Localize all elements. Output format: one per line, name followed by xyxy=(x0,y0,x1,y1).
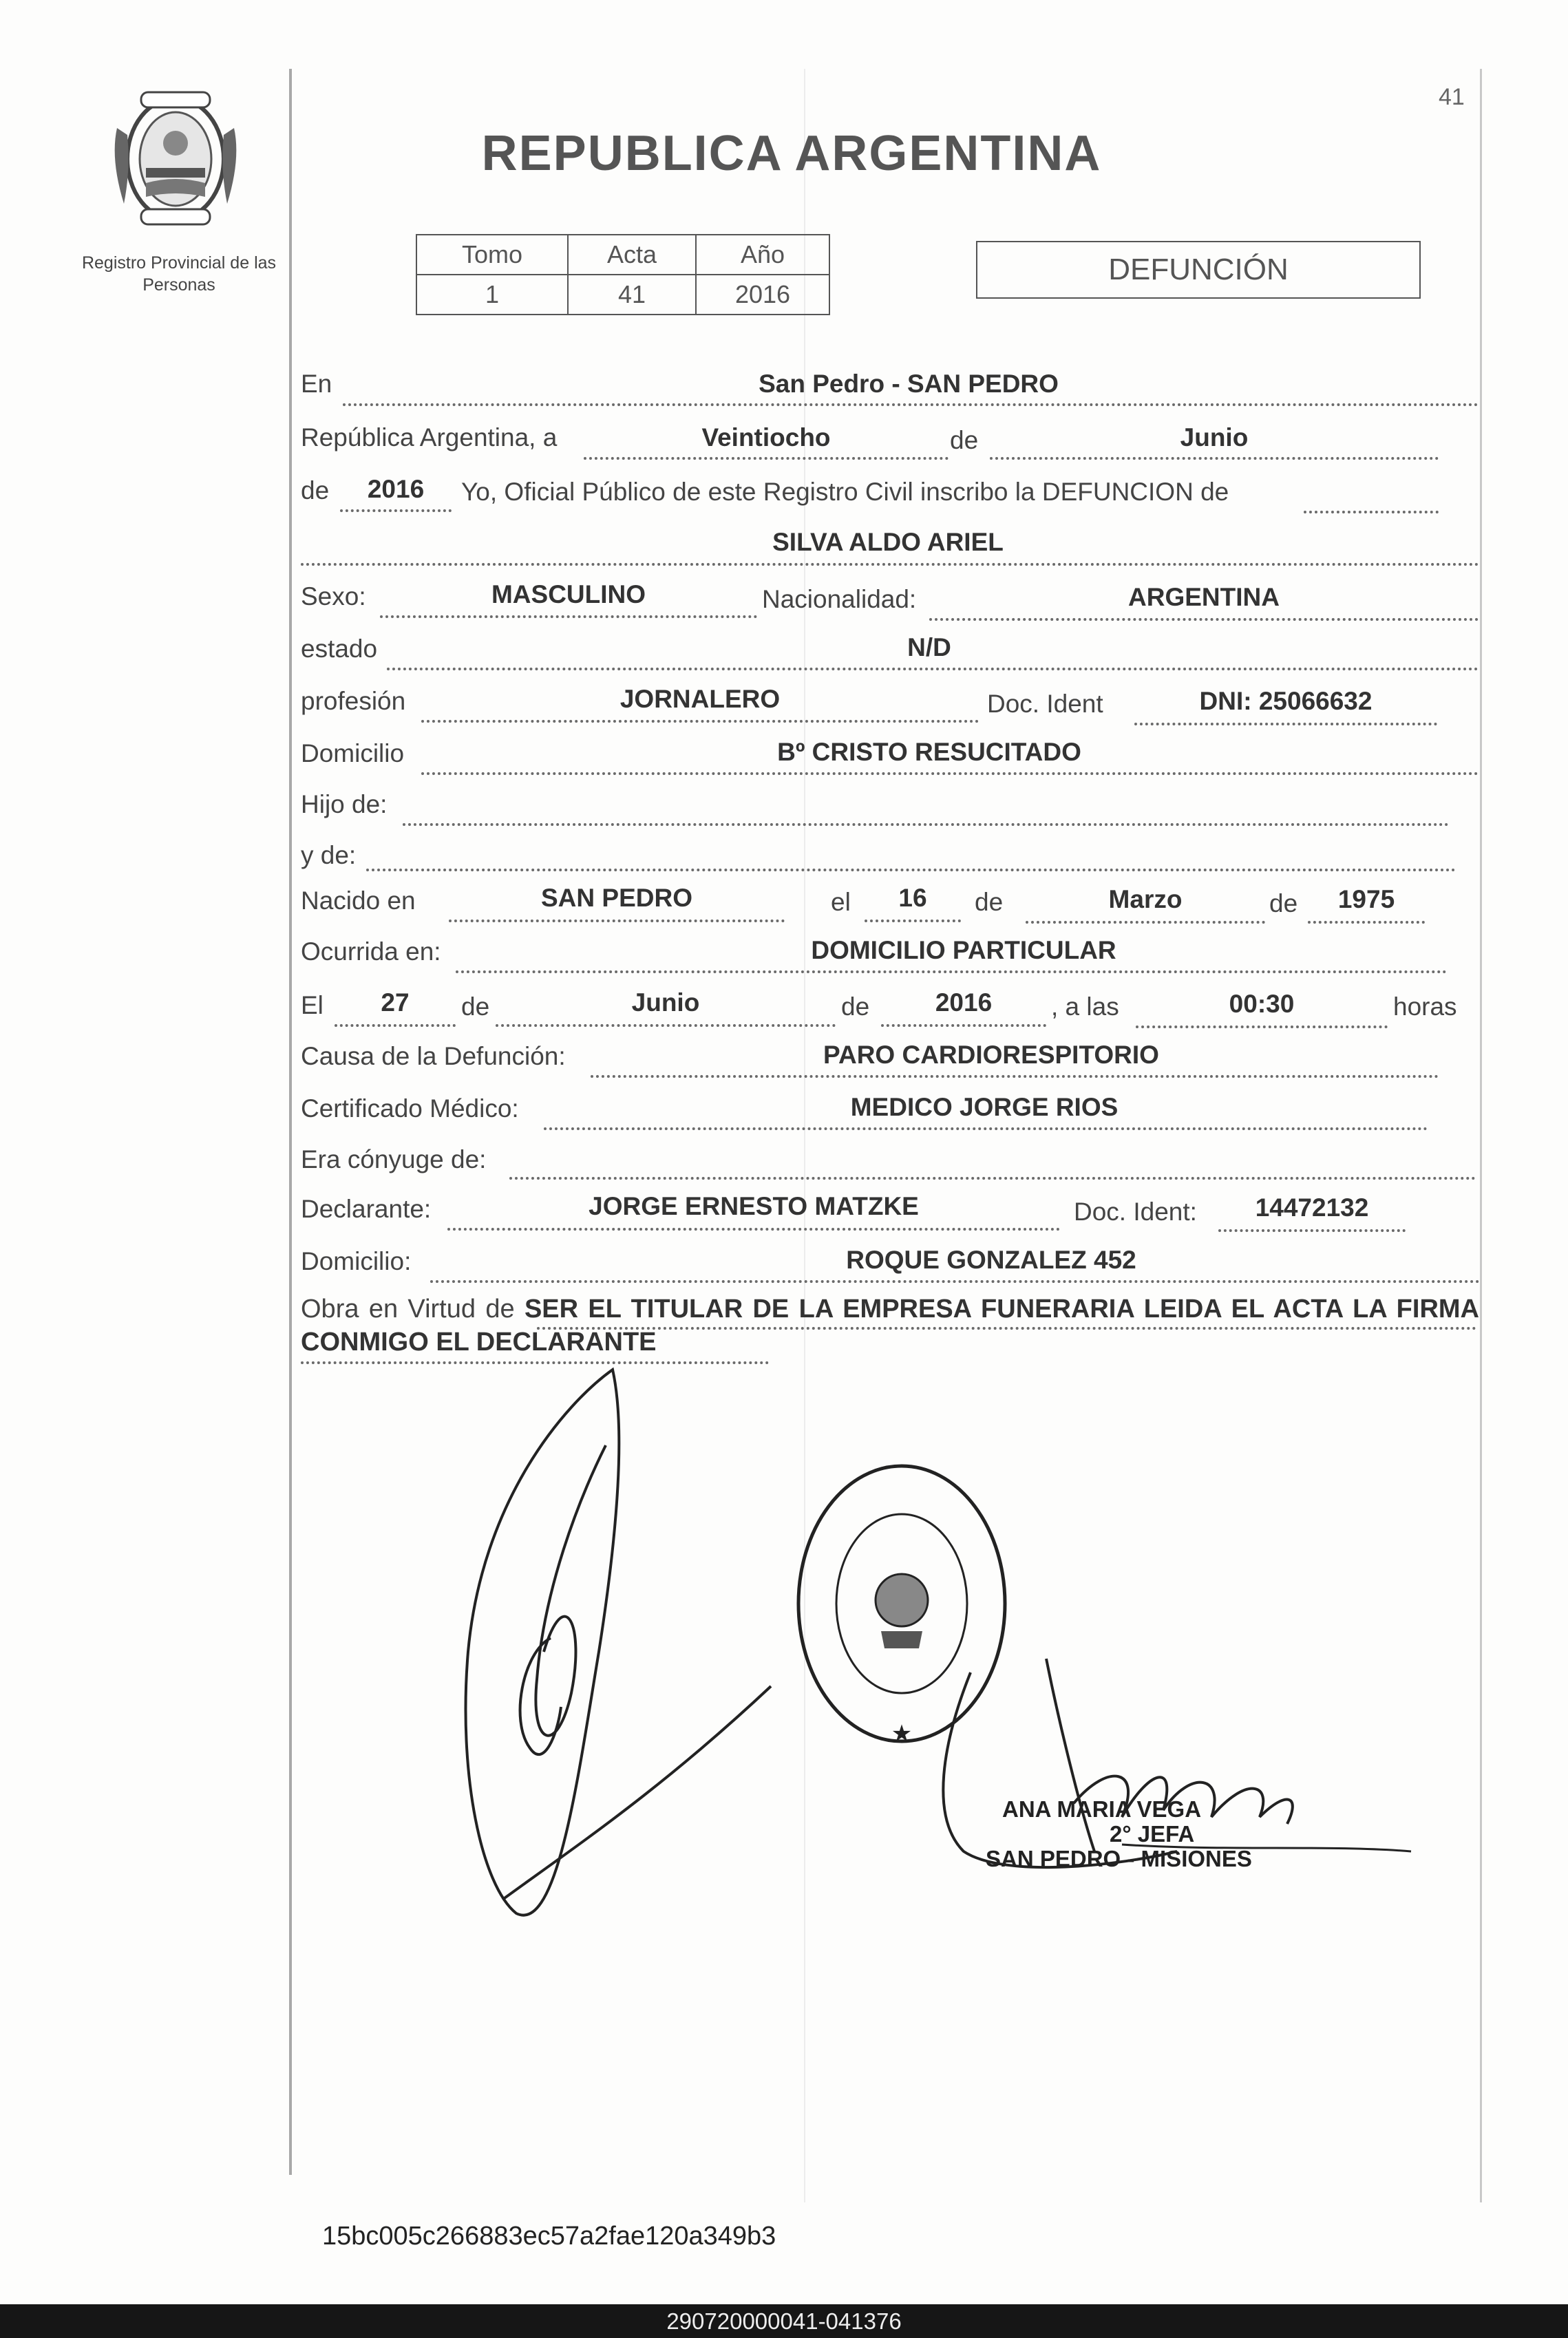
declarante-domicilio-value: ROQUE GONZALEZ 452 xyxy=(846,1246,1136,1274)
de-label-5: de xyxy=(461,992,490,1021)
el2-label: El xyxy=(301,991,324,1019)
nacido-lugar-line xyxy=(449,920,785,922)
obra-value: SER EL TITULAR DE LA EMPRESA FUNERARIA LEIDA EL ACTA LA FIRMA CONMIGO EL DECLARANTE xyxy=(301,1295,1479,1357)
domicilio2-label: Domicilio: xyxy=(301,1247,412,1275)
profesion-label: profesión xyxy=(301,687,406,715)
anio-value: 2016 xyxy=(696,275,829,315)
nacido-label: Nacido en xyxy=(301,886,416,915)
republica-label: República Argentina, a xyxy=(301,423,558,451)
nac-mes-value: Marzo xyxy=(1108,885,1183,913)
svg-text:★: ★ xyxy=(891,1721,913,1747)
de-label-3: de xyxy=(975,888,1004,916)
yde-label: y de: xyxy=(301,841,357,869)
mes-value: Junio xyxy=(1180,423,1249,451)
deceased-name: SILVA ALDO ARIEL xyxy=(772,528,1004,556)
causa-line xyxy=(591,1075,1439,1078)
domicilio-line xyxy=(421,772,1479,775)
nacionalidad-label: Nacionalidad: xyxy=(762,585,917,613)
el-label: el xyxy=(831,888,851,916)
def-dia-line xyxy=(335,1024,456,1027)
nacionalidad-line xyxy=(929,618,1479,621)
nacionalidad-value: ARGENTINA xyxy=(1128,583,1280,611)
lugar-value: San Pedro - SAN PEDRO xyxy=(759,370,1059,398)
causa-label: Causa de la Defunción: xyxy=(301,1042,566,1070)
conyuge-line xyxy=(509,1177,1476,1180)
profesion-line xyxy=(421,720,979,723)
certificado-line xyxy=(544,1127,1428,1130)
yde-line xyxy=(366,869,1456,871)
nac-dia-line xyxy=(865,920,961,922)
tomo-value: 1 xyxy=(416,275,568,315)
def-mes-line xyxy=(496,1024,836,1027)
nombre-line xyxy=(301,563,1479,566)
oficial-line xyxy=(1304,511,1439,513)
obra-en-virtud xyxy=(301,1293,1479,1359)
domicilio-value: Bº CRISTO RESUCITADO xyxy=(777,738,1081,766)
doc-ident-label: Doc. Ident xyxy=(987,690,1103,718)
issuer-name: Registro Provincial de las Personas xyxy=(81,253,277,295)
declarante-doc-line xyxy=(1218,1229,1406,1232)
ocurrida-line xyxy=(456,970,1447,973)
dia-line xyxy=(584,457,949,460)
margin-line-right xyxy=(1480,69,1482,2202)
en-label: En xyxy=(301,370,332,398)
acta-header: Acta xyxy=(568,235,696,275)
nac-anio-line xyxy=(1308,921,1425,924)
anio-reg-value: 2016 xyxy=(367,475,425,503)
registrar-place: SAN PEDRO - MISIONES xyxy=(986,1846,1252,1871)
nac-dia-value: 16 xyxy=(898,884,927,912)
estado-line xyxy=(387,668,1479,670)
de-label-1: de xyxy=(950,426,979,454)
nac-mes-line xyxy=(1026,921,1265,924)
de-label-2: de xyxy=(301,476,330,504)
tomo-header: Tomo xyxy=(416,235,568,275)
anio-reg-line xyxy=(340,509,452,512)
ocurrida-value: DOMICILIO PARTICULAR xyxy=(811,936,1116,964)
obra-line-1 xyxy=(537,1327,1476,1330)
dni-line xyxy=(1134,723,1437,725)
def-hora-value: 00:30 xyxy=(1229,990,1295,1018)
domicilio-label: Domicilio xyxy=(301,739,405,767)
doc-ident2-label: Doc. Ident: xyxy=(1074,1198,1197,1226)
lugar-line xyxy=(343,403,1479,406)
hijo-line xyxy=(403,823,1449,826)
de-label-6: de xyxy=(841,992,870,1021)
obra-label: Obra en Virtud de xyxy=(301,1295,515,1324)
conyuge-label: Era cónyuge de: xyxy=(301,1145,487,1173)
hijo-label: Hijo de: xyxy=(301,790,388,818)
def-dia-value: 27 xyxy=(381,988,410,1017)
sexo-label: Sexo: xyxy=(301,582,366,610)
de-label-4: de xyxy=(1269,889,1298,917)
nacido-lugar-value: SAN PEDRO xyxy=(541,884,692,912)
def-mes-value: Junio xyxy=(631,988,700,1017)
dia-texto-value: Veintiocho xyxy=(701,423,831,451)
record-reference-table xyxy=(416,234,830,315)
estado-label: estado xyxy=(301,635,378,663)
def-hora-line xyxy=(1136,1025,1388,1028)
declarante-value: JORGE ERNESTO MATZKE xyxy=(589,1192,919,1220)
document-title: REPUBLICA ARGENTINA xyxy=(481,126,1102,181)
declarante-line xyxy=(447,1228,1060,1231)
footer-bar xyxy=(0,2304,1568,2338)
def-anio-value: 2016 xyxy=(935,988,993,1017)
oficial-text: Yo, Oficial Público de este Registro Civil inscribo la DEFUNCION de xyxy=(461,478,1229,506)
declarante-doc-value: 14472132 xyxy=(1255,1193,1369,1222)
certificado-value: MEDICO JORGE RIOS xyxy=(850,1093,1119,1121)
registrar-role: 2° JEFA xyxy=(1110,1821,1195,1847)
footer-code: 290720000041-041376 xyxy=(666,2308,902,2334)
certificado-label: Certificado Médico: xyxy=(301,1094,519,1123)
registrar-name: ANA MARIA VEGA xyxy=(1002,1796,1202,1822)
alas-label: , a las xyxy=(1051,992,1119,1021)
margin-line-left xyxy=(289,69,292,2175)
anio-header: Año xyxy=(696,235,829,275)
declarante-domicilio-line xyxy=(430,1280,1480,1283)
estado-value: N/D xyxy=(907,633,951,661)
sexo-value: MASCULINO xyxy=(491,580,646,608)
nac-anio-value: 1975 xyxy=(1337,885,1395,913)
document-hash: 15bc005c266883ec57a2fae120a349b3 xyxy=(322,2222,776,2251)
mes-line xyxy=(990,457,1439,460)
provincia-misiones-seal xyxy=(103,87,248,231)
horas-label: horas xyxy=(1393,992,1457,1021)
page-number: 41 xyxy=(1439,84,1465,110)
declarant-signature xyxy=(441,1363,798,1927)
ocurrida-label: Ocurrida en: xyxy=(301,937,441,966)
acta-value: 41 xyxy=(568,275,696,315)
def-anio-line xyxy=(881,1024,1046,1027)
document-type: DEFUNCIÓN xyxy=(976,241,1421,299)
dni-value: DNI: 25066632 xyxy=(1199,687,1373,715)
sexo-line xyxy=(380,615,757,618)
causa-value: PARO CARDIORESPITORIO xyxy=(823,1041,1159,1069)
declarante-label: Declarante: xyxy=(301,1195,432,1223)
profesion-value: JORNALERO xyxy=(619,685,781,713)
